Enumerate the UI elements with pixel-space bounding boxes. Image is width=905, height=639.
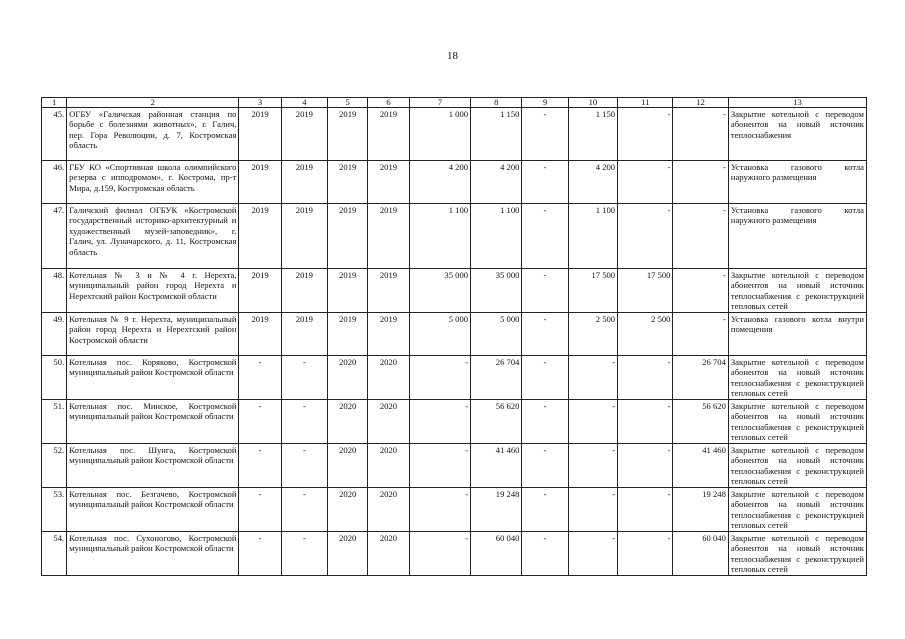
row-number: 46. xyxy=(42,161,67,204)
amount-cell: 26 704 xyxy=(673,356,728,400)
year-cell: 2019 xyxy=(239,204,281,269)
year-cell: 2020 xyxy=(368,444,409,488)
amount-cell: - xyxy=(522,269,568,313)
column-header: 12 xyxy=(673,98,728,108)
year-cell: - xyxy=(281,400,327,444)
year-cell: 2019 xyxy=(328,204,368,269)
year-cell: 2020 xyxy=(368,488,409,532)
facility-name: ГБУ КО «Спортивная школа олимпийского резерва с ипподромом», г. Кострома, пр-т Мира, д.159, Костромская область xyxy=(67,161,239,204)
amount-cell: - xyxy=(673,269,728,313)
year-cell: - xyxy=(281,488,327,532)
column-header: 10 xyxy=(568,98,617,108)
amount-cell: 41 460 xyxy=(673,444,728,488)
year-cell: 2019 xyxy=(328,161,368,204)
year-cell: 2019 xyxy=(239,313,281,356)
table-row xyxy=(42,161,867,204)
amount-cell: - xyxy=(618,204,673,269)
amount-cell: - xyxy=(618,532,673,576)
year-cell: - xyxy=(239,532,281,576)
measure-description: Установка газового котла наружного размещения xyxy=(728,204,866,269)
table-row xyxy=(42,532,867,576)
table-row xyxy=(42,444,867,488)
table-row xyxy=(42,356,867,400)
amount-cell: - xyxy=(522,356,568,400)
amount-cell: 4 200 xyxy=(471,161,522,204)
amount-cell: 56 620 xyxy=(471,400,522,444)
amount-cell: 35 000 xyxy=(409,269,470,313)
amount-cell: 1 000 xyxy=(409,108,470,161)
amount-cell: - xyxy=(568,532,617,576)
year-cell: 2020 xyxy=(368,356,409,400)
table-row xyxy=(42,313,867,356)
measure-description: Установка газового котла наружного размещения xyxy=(728,161,866,204)
amount-cell: 60 040 xyxy=(673,532,728,576)
year-cell: - xyxy=(239,444,281,488)
year-cell: 2020 xyxy=(328,356,368,400)
column-header: 9 xyxy=(522,98,568,108)
table-row xyxy=(42,204,867,269)
amount-cell: - xyxy=(409,488,470,532)
amount-cell: 1 150 xyxy=(471,108,522,161)
amount-cell: 2 500 xyxy=(568,313,617,356)
row-number: 53. xyxy=(42,488,67,532)
year-cell: 2019 xyxy=(281,161,327,204)
year-cell: - xyxy=(239,356,281,400)
table-row xyxy=(42,269,867,313)
year-cell: 2019 xyxy=(281,204,327,269)
amount-cell: 5 000 xyxy=(471,313,522,356)
amount-cell: - xyxy=(409,356,470,400)
amount-cell: - xyxy=(618,161,673,204)
year-cell: 2019 xyxy=(368,269,409,313)
amount-cell: - xyxy=(522,313,568,356)
amount-cell: - xyxy=(673,204,728,269)
year-cell: 2020 xyxy=(328,444,368,488)
facility-name: Котельная пос. Минское, Костромской муниципальный район Костромской области xyxy=(67,400,239,444)
measure-description: Закрытие котельной с переводом абонентов на новый источник теплоснабжения с реконструкцией тепловых сетей xyxy=(728,488,866,532)
measure-description: Закрытие котельной с переводом абонентов на новый источник теплоснабжения с реконструкцией тепловых сетей xyxy=(728,532,866,576)
amount-cell: - xyxy=(522,161,568,204)
facility-name: Галичский филиал ОГБУК «Костромской государственный историко-архитектурный и художественный музей-заповедник», г. Галич, ул. Луначарского, д. 11, Костромская область xyxy=(67,204,239,269)
amount-cell: 1 100 xyxy=(471,204,522,269)
amount-cell: - xyxy=(568,444,617,488)
year-cell: 2019 xyxy=(281,313,327,356)
facility-name: Котельная пос. Коряково, Костромской муниципальный район Костромской области xyxy=(67,356,239,400)
amount-cell: - xyxy=(568,488,617,532)
column-header: 1 xyxy=(42,98,67,108)
amount-cell: 2 500 xyxy=(618,313,673,356)
year-cell: 2020 xyxy=(328,532,368,576)
row-number: 54. xyxy=(42,532,67,576)
amount-cell: - xyxy=(618,488,673,532)
year-cell: 2019 xyxy=(328,108,368,161)
year-cell: 2020 xyxy=(368,400,409,444)
year-cell: - xyxy=(239,400,281,444)
measure-description: Закрытие котельной с переводом абонентов на новый источник теплоснабжения с реконструкцией тепловых сетей xyxy=(728,356,866,400)
year-cell: - xyxy=(281,532,327,576)
row-number: 52. xyxy=(42,444,67,488)
amount-cell: - xyxy=(673,108,728,161)
measure-description: Установка газового котла внутри помещения xyxy=(728,313,866,356)
year-cell: 2020 xyxy=(328,488,368,532)
amount-cell: 17 500 xyxy=(618,269,673,313)
amount-cell: 60 040 xyxy=(471,532,522,576)
amount-cell: - xyxy=(409,532,470,576)
year-cell: 2020 xyxy=(328,400,368,444)
amount-cell: 56 620 xyxy=(673,400,728,444)
column-header: 5 xyxy=(328,98,368,108)
row-number: 51. xyxy=(42,400,67,444)
page-number: 18 xyxy=(447,50,458,62)
amount-cell: 41 460 xyxy=(471,444,522,488)
year-cell: 2019 xyxy=(328,269,368,313)
amount-cell: 19 248 xyxy=(673,488,728,532)
year-cell: 2019 xyxy=(368,313,409,356)
amount-cell: 5 000 xyxy=(409,313,470,356)
row-number: 47. xyxy=(42,204,67,269)
measure-description: Закрытие котельной с переводом абонентов на новый источник теплоснабжения с реконструкцией тепловых сетей xyxy=(728,444,866,488)
amount-cell: - xyxy=(618,108,673,161)
column-number-row xyxy=(42,98,867,108)
facility-name: ОГБУ «Галичская районная станция по борьбе с болезнями животных», г. Галич, пер. Гора Революции, д. 7, Костромская область xyxy=(67,108,239,161)
column-header: 3 xyxy=(239,98,281,108)
year-cell: 2019 xyxy=(239,161,281,204)
amount-cell: 1 100 xyxy=(568,204,617,269)
column-header: 11 xyxy=(618,98,673,108)
year-cell: 2019 xyxy=(368,108,409,161)
year-cell: 2019 xyxy=(281,108,327,161)
column-header: 8 xyxy=(471,98,522,108)
facility-name: Котельная № 9 г. Нерехта, муниципальный район город Нерехта и Нерехтский район Костромской области xyxy=(67,313,239,356)
amount-cell: - xyxy=(618,400,673,444)
year-cell: 2019 xyxy=(368,161,409,204)
row-number: 45. xyxy=(42,108,67,161)
amount-cell: - xyxy=(618,356,673,400)
amount-cell: 1 100 xyxy=(409,204,470,269)
year-cell: - xyxy=(239,488,281,532)
amount-cell: - xyxy=(522,532,568,576)
amount-cell: - xyxy=(522,108,568,161)
measure-description: Закрытие котельной с переводом абонентов на новый источник теплоснабжения с реконструкцией тепловых сетей xyxy=(728,400,866,444)
table-row xyxy=(42,108,867,161)
amount-cell: - xyxy=(522,400,568,444)
amount-cell: - xyxy=(409,400,470,444)
column-header: 4 xyxy=(281,98,327,108)
amount-cell: 1 150 xyxy=(568,108,617,161)
column-header: 7 xyxy=(409,98,470,108)
measure-description: Закрытие котельной с переводом абонентов на новый источник теплоснабжения с реконструкцией тепловых сетей xyxy=(728,269,866,313)
year-cell: 2019 xyxy=(239,108,281,161)
year-cell: 2019 xyxy=(328,313,368,356)
year-cell: - xyxy=(281,444,327,488)
amount-cell: - xyxy=(568,356,617,400)
amount-cell: 35 000 xyxy=(471,269,522,313)
amount-cell: 19 248 xyxy=(471,488,522,532)
amount-cell: - xyxy=(522,488,568,532)
table-row xyxy=(42,400,867,444)
amount-cell: 4 200 xyxy=(568,161,617,204)
amount-cell: 26 704 xyxy=(471,356,522,400)
year-cell: - xyxy=(281,356,327,400)
amount-cell: - xyxy=(409,444,470,488)
amount-cell: 4 200 xyxy=(409,161,470,204)
program-table xyxy=(41,97,867,576)
facility-name: Котельная пос. Безгачево, Костромской муниципальный район Костромской области xyxy=(67,488,239,532)
facility-name: Котельная пос. Шунга, Костромской муниципальный район Костромской области xyxy=(67,444,239,488)
facility-name: Котельная пос. Сухоногово, Костромской муниципальный район Костромской области xyxy=(67,532,239,576)
amount-cell: - xyxy=(673,161,728,204)
column-header: 2 xyxy=(67,98,239,108)
row-number: 48. xyxy=(42,269,67,313)
year-cell: 2019 xyxy=(368,204,409,269)
amount-cell: - xyxy=(568,400,617,444)
column-header: 6 xyxy=(368,98,409,108)
measure-description: Закрытие котельной с переводом абонентов на новый источник теплоснабжения xyxy=(728,108,866,161)
amount-cell: - xyxy=(522,444,568,488)
amount-cell: - xyxy=(673,313,728,356)
amount-cell: - xyxy=(618,444,673,488)
table-row xyxy=(42,488,867,532)
row-number: 50. xyxy=(42,356,67,400)
row-number: 49. xyxy=(42,313,67,356)
facility-name: Котельная № 3 и № 4 г. Нерехта, муниципальный район город Нерехта и Нерехтский район Костромской области xyxy=(67,269,239,313)
amount-cell: - xyxy=(522,204,568,269)
amount-cell: 17 500 xyxy=(568,269,617,313)
column-header: 13 xyxy=(728,98,866,108)
year-cell: 2019 xyxy=(239,269,281,313)
year-cell: 2019 xyxy=(281,269,327,313)
year-cell: 2020 xyxy=(368,532,409,576)
